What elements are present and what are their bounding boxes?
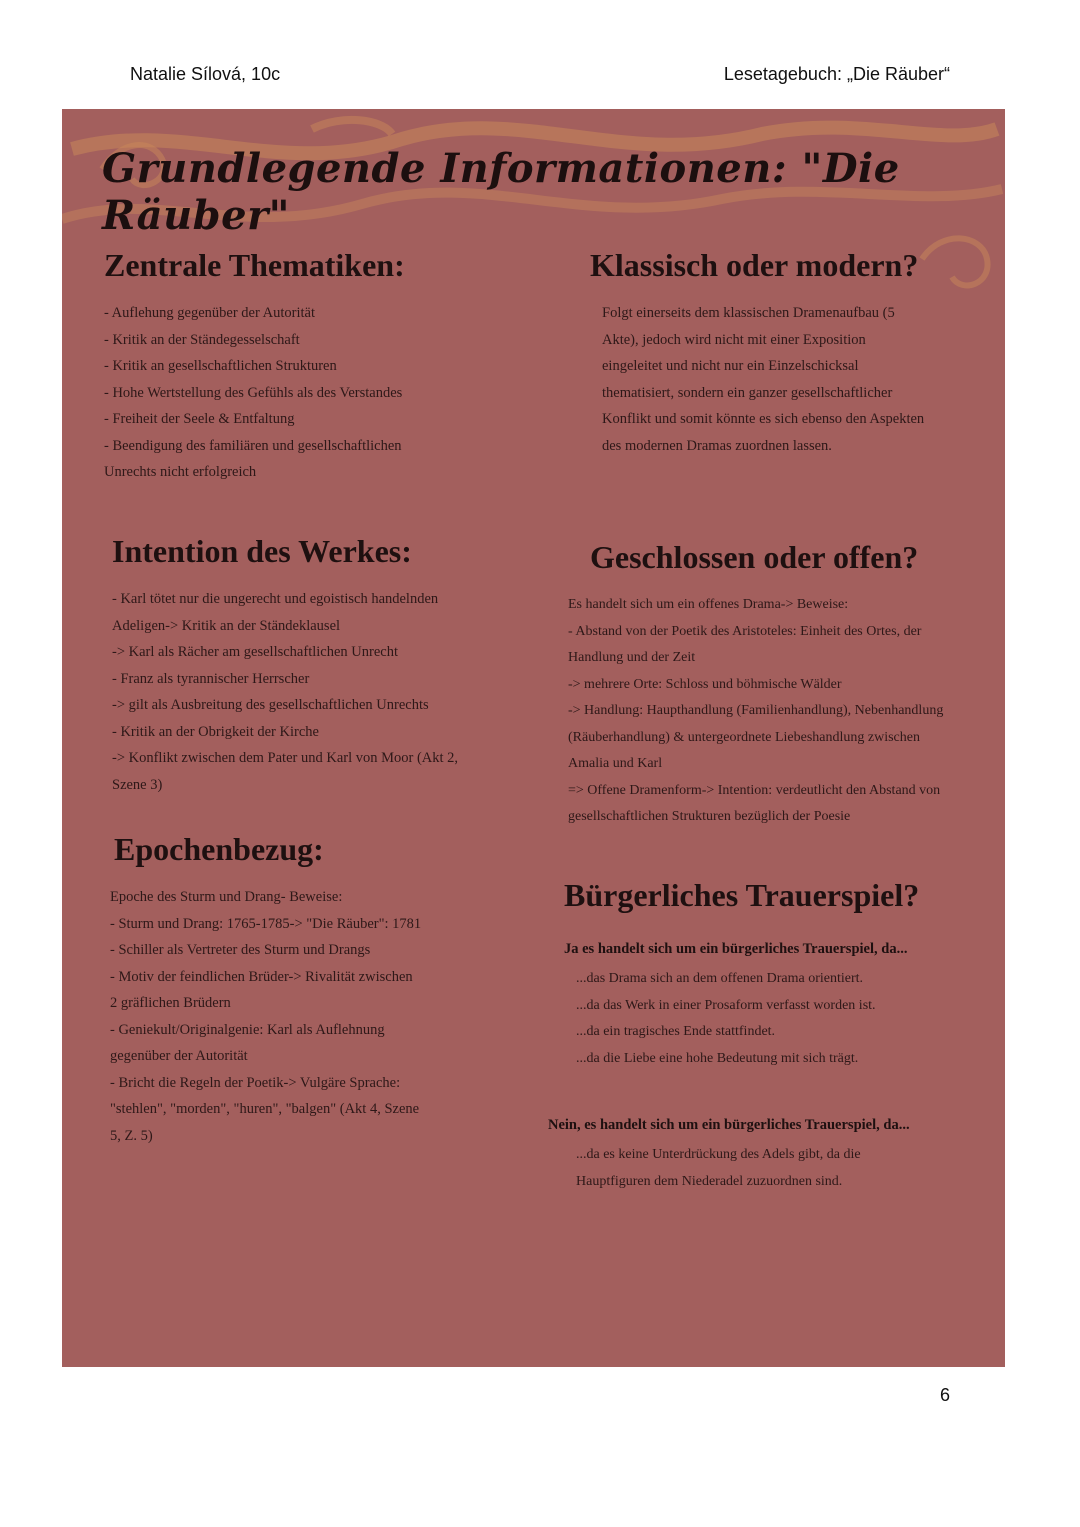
section-intention — [112, 533, 532, 798]
text-line: ...da ein tragisches Ende stattfindet. — [576, 1024, 776, 1039]
text-line: Hauptfiguren dem Niederadel zuzuordnen sind. — [576, 1173, 843, 1189]
text-line: - Schiller als Vertreter des Sturm und Drangs — [110, 942, 371, 958]
text-line: - Hohe Wertstellung des Gefühls als des Verstandes — [104, 384, 403, 401]
text-line: ...das Drama sich an dem offenen Drama orientiert. — [576, 971, 864, 986]
section-heading: Bürgerliches Trauerspiel? — [564, 877, 920, 913]
text-line: - Beendigung des familiären und gesellschaftlichen — [104, 437, 402, 454]
nein-block — [548, 1112, 988, 1195]
section-klassisch-oder-modern — [590, 247, 990, 459]
text-line: ...da die Liebe eine hohe Bedeutung mit sich trägt. — [576, 1050, 859, 1066]
section-body — [110, 884, 530, 1149]
poster-title: Grundlegende Informationen: "Die Räuber" — [102, 145, 900, 239]
text-line: -> gilt als Ausbreitung des gesellschaftlichen Unrechts — [112, 697, 429, 713]
section-heading: Zentrale Thematiken: — [104, 247, 405, 283]
text-line: Folgt einerseits dem klassischen Dramenaufbau (5 — [602, 305, 895, 321]
text-line: (Räuberhandlung) & untergeordnete Liebeshandlung zwischen — [568, 729, 920, 745]
page-number: 6 — [939, 1385, 950, 1405]
text-line: Handlung und der Zeit — [568, 650, 696, 665]
text-line: Unrechts nicht erfolgreich — [104, 464, 257, 480]
text-line: - Kritik an gesellschaftlichen Strukturen — [104, 358, 337, 374]
text-line: "stehlen", "morden", "huren", "balgen" (Akt 4, Szene — [110, 1101, 420, 1117]
text-line: eingeleitet und nicht nur ein Einzelschicksal — [602, 358, 859, 374]
text-line: => Offene Dramenform-> Intention: verdeutlicht den Abstand von — [568, 782, 941, 798]
section-zentrale-thematiken — [104, 247, 524, 486]
text-line: - Karl tötet nur die ungerecht und egoistisch handelnden — [112, 591, 439, 607]
text-line: ...da es keine Unterdrückung des Adels gibt, da die — [576, 1147, 861, 1162]
text-line: - Bricht die Regeln der Poetik-> Vulgäre Sprache: — [110, 1074, 401, 1091]
text-line: 2 gräflichen Brüdern — [110, 995, 231, 1011]
text-line: 5, Z. 5) — [110, 1127, 153, 1144]
section-geschlossen-oder-offen — [568, 539, 1000, 831]
section-heading: Klassisch oder modern? — [590, 247, 919, 283]
text-line: -> mehrere Orte: Schloss und böhmische Wälder — [568, 676, 842, 692]
text-line: - Kritik an der Ständegesselschaft — [104, 331, 300, 348]
text-line: -> Konflikt zwischen dem Pater und Karl von Moor (Akt 2, — [112, 750, 459, 766]
text-line: Adeligen-> Kritik an der Ständeklausel — [112, 617, 341, 634]
nein-heading: Nein, es handelt sich um ein bürgerliches Trauerspiel, da... — [548, 1117, 910, 1133]
text-line: ...da das Werk in einer Prosaform verfasst worden ist. — [576, 997, 876, 1013]
text-line: - Abstand von der Poetik des Aristoteles: Einheit des Ortes, der — [568, 623, 922, 639]
text-line: Konflikt und somit könnte es sich ebenso den Aspekten — [602, 411, 925, 427]
text-line: thematisiert, sondern ein ganzer gesellschaftlicher — [602, 384, 893, 401]
ja-block — [548, 936, 988, 1072]
section-heading: Epochenbezug: — [114, 831, 324, 867]
text-line: des modernen Dramas zuordnen lassen. — [602, 437, 832, 454]
section-buergerliches-trauerspiel — [548, 877, 988, 1195]
text-line: - Kritik an der Obrigkeit der Kirche — [112, 723, 319, 740]
section-body — [590, 300, 990, 459]
ja-reasons — [564, 966, 988, 1072]
text-line: - Motiv der feindlichen Brüder-> Rivalität zwischen — [110, 968, 413, 985]
text-line: - Geniekult/Originalgenie: Karl als Auflehnung — [110, 1021, 385, 1038]
text-line: Akte), jedoch wird nicht mit einer Exposition — [602, 331, 866, 348]
text-line: - Auflehung gegenüber der Autorität — [104, 305, 315, 321]
section-heading: Intention des Werkes: — [112, 533, 412, 569]
poster — [62, 109, 1005, 1367]
text-line: Szene 3) — [112, 776, 163, 793]
text-line: - Freiheit der Seele & Entfaltung — [104, 411, 295, 427]
text-line: Epoche des Sturm und Drang- Beweise: — [110, 889, 343, 905]
header-author: Natalie Sílová, 10c — [130, 64, 281, 84]
nein-reasons — [548, 1142, 988, 1195]
text-line: - Franz als tyrannischer Herrscher — [112, 670, 310, 687]
text-line: gesellschaftlichen Strukturen bezüglich der Poesie — [568, 809, 851, 824]
section-body — [112, 586, 532, 798]
header-document-title: Lesetagebuch: „Die Räuber“ — [723, 64, 950, 84]
section-body — [568, 592, 1000, 831]
text-line: Es handelt sich um ein offenes Drama-> Beweise: — [568, 597, 849, 612]
text-line: -> Karl als Rächer am gesellschaftlichen Unrecht — [112, 644, 398, 660]
section-body — [104, 300, 524, 486]
section-epochenbezug — [110, 831, 530, 1149]
text-line: -> Handlung: Haupthandlung (Familienhandlung), Nebenhandlung — [568, 703, 944, 718]
ja-heading: Ja es handelt sich um ein bürgerliches Trauerspiel, da... — [564, 941, 908, 957]
section-heading: Geschlossen oder offen? — [590, 539, 919, 575]
text-line: - Sturm und Drang: 1765-1785-> "Die Räuber": 1781 — [110, 915, 422, 932]
text-line: Amalia und Karl — [568, 756, 663, 771]
text-line: gegenüber der Autorität — [110, 1048, 248, 1064]
